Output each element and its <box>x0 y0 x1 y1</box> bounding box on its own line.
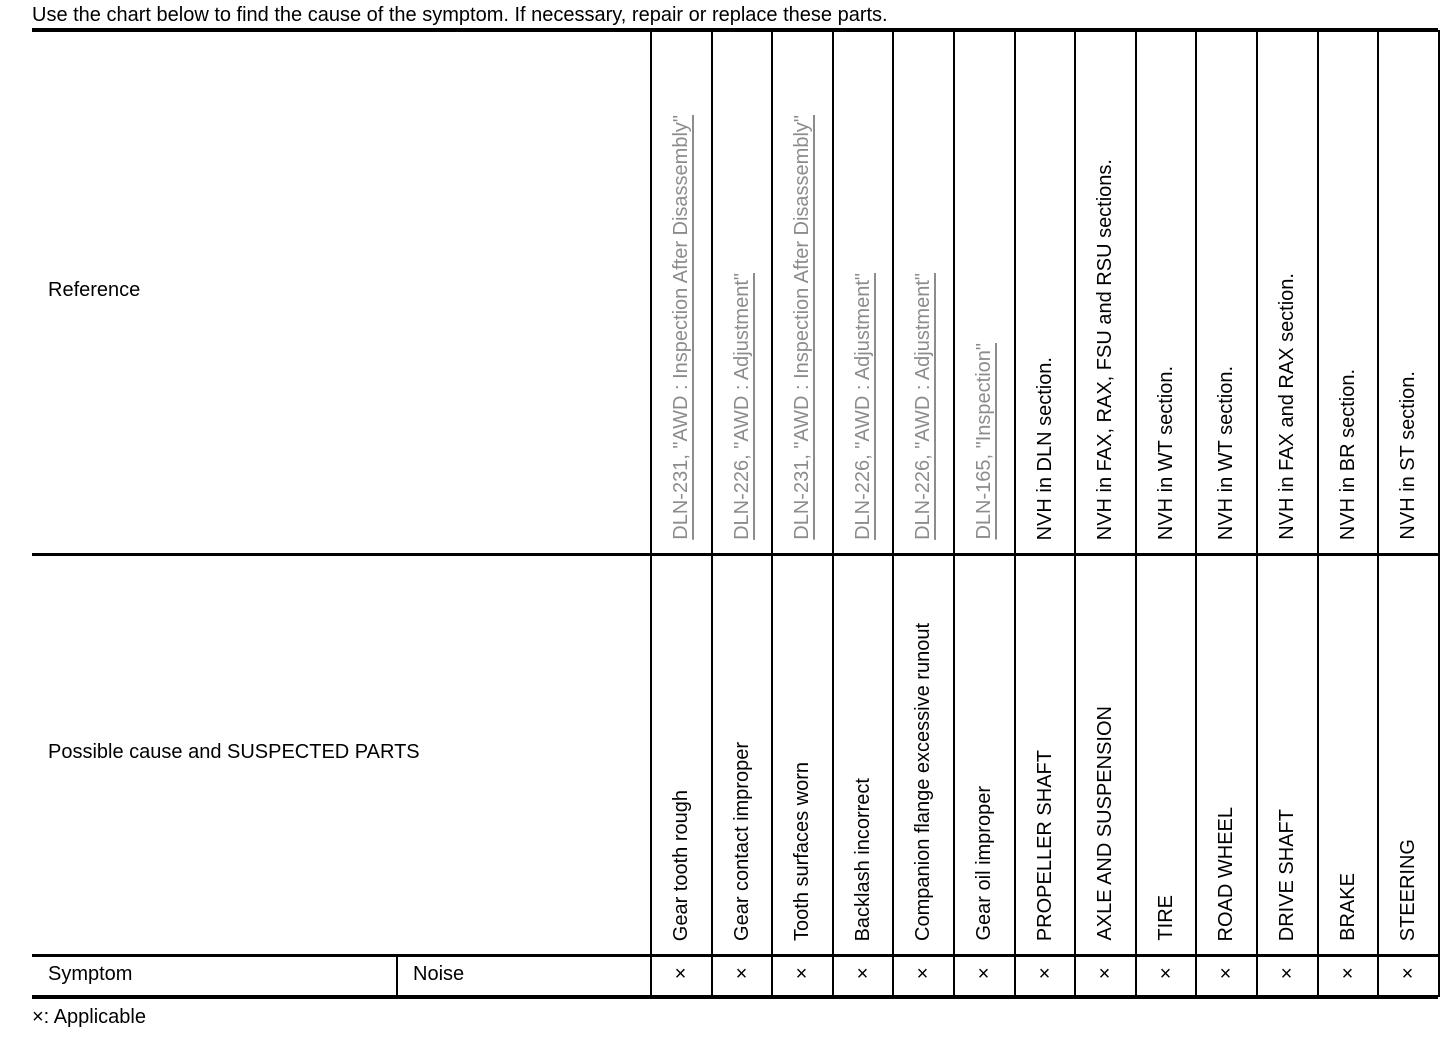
reference-link[interactable]: DLN-226, "AWD : Adjustment" <box>730 273 753 540</box>
reference-cell <box>771 32 832 540</box>
applicable-mark: × <box>735 963 748 985</box>
symptom-row-label: Symptom <box>48 963 133 985</box>
suspected-part-label: Gear tooth rough <box>669 789 692 941</box>
suspected-part-cell <box>953 558 1014 941</box>
cause-row-label: Possible cause and SUSPECTED PARTS <box>48 741 420 763</box>
suspected-part-cell <box>771 558 832 941</box>
applicable-mark: × <box>1280 963 1293 985</box>
applicable-mark: × <box>1401 963 1414 985</box>
cause-row-divider <box>32 954 1438 957</box>
suspected-part-cell <box>650 558 711 941</box>
reference-cell <box>1256 32 1317 540</box>
reference-cell <box>892 32 953 540</box>
suspected-part-cell <box>1195 558 1256 941</box>
applicable-mark: × <box>916 963 929 985</box>
applicable-mark: × <box>856 963 869 985</box>
applicable-mark: × <box>1219 963 1232 985</box>
reference-cell <box>832 32 893 540</box>
suspected-part-cell <box>832 558 893 941</box>
suspected-part-cell <box>711 558 772 941</box>
reference-row-label: Reference <box>48 279 141 301</box>
reference-cell <box>1195 32 1256 540</box>
suspected-part-label: ROAD WHEEL <box>1214 806 1237 941</box>
reference-text: NVH in BR section. <box>1336 368 1359 540</box>
suspected-part-cell <box>1135 558 1196 941</box>
suspected-part-cell <box>1317 558 1378 941</box>
reference-cell <box>1014 32 1075 540</box>
suspected-part-label: TIRE <box>1154 895 1177 941</box>
applicable-mark: × <box>1159 963 1172 985</box>
legend: ×: Applicable <box>32 1006 146 1028</box>
applicable-mark: × <box>1341 963 1354 985</box>
symptom-value: Noise <box>413 963 465 985</box>
suspected-part-label: Gear contact improper <box>730 742 753 941</box>
suspected-part-cell <box>1377 558 1438 941</box>
suspected-part-label: Tooth surfaces worn <box>790 762 813 941</box>
reference-text: NVH in WT section. <box>1154 365 1177 540</box>
reference-cell <box>1074 32 1135 540</box>
reference-text: NVH in DLN section. <box>1033 356 1056 540</box>
reference-cell <box>650 32 711 540</box>
reference-text: NVH in ST section. <box>1396 371 1419 540</box>
suspected-part-cell <box>892 558 953 941</box>
suspected-part-label: BRAKE <box>1336 873 1359 941</box>
reference-link[interactable]: DLN-165, "Inspection" <box>972 343 995 540</box>
reference-link[interactable]: DLN-226, "AWD : Adjustment" <box>851 273 874 540</box>
reference-cell <box>1317 32 1378 540</box>
column-divider <box>1438 30 1440 997</box>
symptom-divider <box>396 955 398 997</box>
applicable-mark: × <box>977 963 990 985</box>
reference-link[interactable]: DLN-231, "AWD : Inspection After Disassembly" <box>790 115 813 540</box>
applicable-mark: × <box>674 963 687 985</box>
applicable-mark: × <box>795 963 808 985</box>
suspected-part-cell <box>1014 558 1075 941</box>
reference-link[interactable]: DLN-226, "AWD : Adjustment" <box>911 273 934 540</box>
reference-cell <box>711 32 772 540</box>
suspected-part-label: AXLE AND SUSPENSION <box>1093 706 1116 941</box>
suspected-part-cell <box>1074 558 1135 941</box>
reference-text: NVH in FAX, RAX, FSU and RSU sections. <box>1093 158 1116 540</box>
reference-cell <box>953 32 1014 540</box>
reference-cell <box>1135 32 1196 540</box>
intro-text: Use the chart below to find the cause of the symptom. If necessary, repair or replace these parts. <box>32 4 888 26</box>
applicable-mark: × <box>1098 963 1111 985</box>
suspected-part-label: STEERING <box>1396 838 1419 941</box>
suspected-part-label: PROPELLER SHAFT <box>1033 749 1056 941</box>
applicable-mark: × <box>1038 963 1051 985</box>
reference-text: NVH in FAX and RAX section. <box>1275 273 1298 540</box>
suspected-part-label: Companion flange excessive runout <box>911 623 934 941</box>
suspected-part-label: DRIVE SHAFT <box>1275 808 1298 941</box>
suspected-part-cell <box>1256 558 1317 941</box>
reference-row-divider <box>32 553 1438 556</box>
table-bottom-border <box>32 995 1438 999</box>
suspected-part-label: Gear oil improper <box>972 786 995 941</box>
suspected-part-label: Backlash incorrect <box>851 777 874 941</box>
reference-link[interactable]: DLN-231, "AWD : Inspection After Disassembly" <box>669 115 692 540</box>
reference-cell <box>1377 32 1438 540</box>
reference-text: NVH in WT section. <box>1214 365 1237 540</box>
